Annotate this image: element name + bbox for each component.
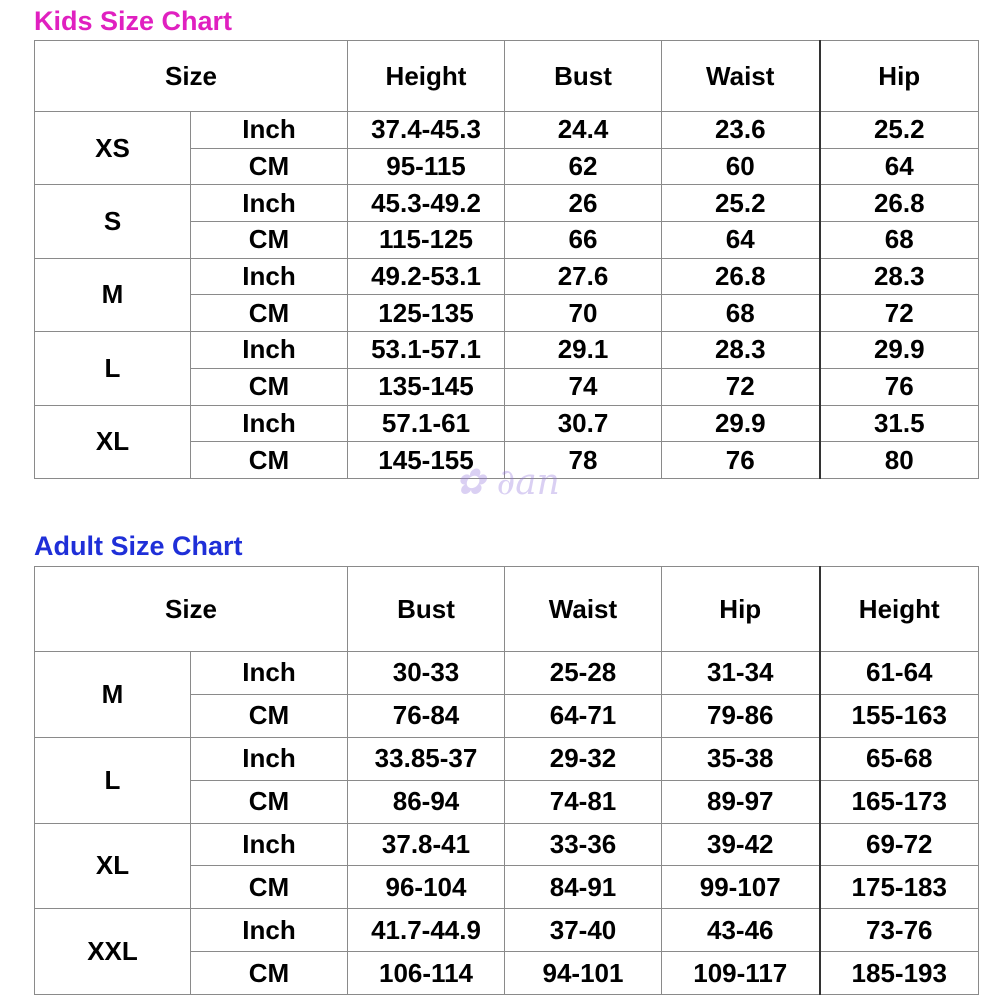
size-label: L [35, 332, 191, 405]
table-cell: 89-97 [662, 780, 820, 823]
table-row [35, 909, 979, 952]
table-cell: 94-101 [505, 952, 662, 995]
header-bust: Bust [348, 567, 505, 652]
size-label: M [35, 652, 191, 738]
unit-label: Inch [191, 909, 348, 952]
header-waist: Waist [505, 567, 662, 652]
adult-chart-title: Adult Size Chart [34, 531, 243, 561]
table-cell: 84-91 [505, 866, 662, 909]
table-row [35, 185, 979, 222]
header-height: Height [348, 41, 505, 112]
table-header-row [35, 41, 979, 112]
table-cell: 95-115 [348, 148, 505, 185]
table-cell: 115-125 [348, 222, 505, 259]
table-cell: 25.2 [820, 112, 979, 149]
table-cell: 26.8 [662, 258, 820, 295]
table-cell: 125-135 [348, 295, 505, 332]
table-cell: 29-32 [505, 737, 662, 780]
size-label: XL [35, 823, 191, 909]
table-cell: 175-183 [820, 866, 979, 909]
watermark-logo: ✿ ∂an [455, 462, 560, 503]
header-bust: Bust [505, 41, 662, 112]
table-cell: 27.6 [505, 258, 662, 295]
unit-label: CM [191, 866, 348, 909]
table-cell: 33-36 [505, 823, 662, 866]
table-cell: 68 [662, 295, 820, 332]
table-cell: 43-46 [662, 909, 820, 952]
unit-label: CM [191, 780, 348, 823]
table-row [35, 258, 979, 295]
table-cell: 37.4-45.3 [348, 112, 505, 149]
table-cell: 76 [820, 368, 979, 405]
table-cell: 99-107 [662, 866, 820, 909]
table-cell: 28.3 [662, 332, 820, 369]
unit-label: Inch [191, 112, 348, 149]
unit-label: CM [191, 442, 348, 479]
unit-label: CM [191, 222, 348, 259]
table-cell: 185-193 [820, 952, 979, 995]
table-cell: 86-94 [348, 780, 505, 823]
unit-label: Inch [191, 332, 348, 369]
table-cell: 109-117 [662, 952, 820, 995]
table-cell: 41.7-44.9 [348, 909, 505, 952]
table-row [35, 823, 979, 866]
table-row [35, 652, 979, 695]
unit-label: CM [191, 148, 348, 185]
table-cell: 26 [505, 185, 662, 222]
table-cell: 33.85-37 [348, 737, 505, 780]
table-cell: 64-71 [505, 694, 662, 737]
table-cell: 37.8-41 [348, 823, 505, 866]
header-height: Height [820, 567, 979, 652]
table-cell: 79-86 [662, 694, 820, 737]
table-cell: 65-68 [820, 737, 979, 780]
table-cell: 60 [662, 148, 820, 185]
unit-label: Inch [191, 652, 348, 695]
table-cell: 25-28 [505, 652, 662, 695]
table-cell: 31-34 [662, 652, 820, 695]
table-cell: 69-72 [820, 823, 979, 866]
unit-label: CM [191, 952, 348, 995]
table-cell: 31.5 [820, 405, 979, 442]
table-cell: 29.1 [505, 332, 662, 369]
header-size: Size [35, 41, 348, 112]
table-cell: 165-173 [820, 780, 979, 823]
table-cell: 80 [820, 442, 979, 479]
size-label: XS [35, 112, 191, 185]
size-label: XXL [35, 909, 191, 995]
table-cell: 66 [505, 222, 662, 259]
table-cell: 135-145 [348, 368, 505, 405]
table-cell: 53.1-57.1 [348, 332, 505, 369]
adult-size-table [34, 566, 979, 995]
table-cell: 64 [820, 148, 979, 185]
header-hip: Hip [820, 41, 979, 112]
unit-label: Inch [191, 405, 348, 442]
table-header-row [35, 567, 979, 652]
unit-label: Inch [191, 823, 348, 866]
kids-chart-title: Kids Size Chart [34, 6, 233, 36]
table-cell: 64 [662, 222, 820, 259]
table-cell: 28.3 [820, 258, 979, 295]
header-size: Size [35, 567, 348, 652]
table-cell: 155-163 [820, 694, 979, 737]
table-cell: 24.4 [505, 112, 662, 149]
table-cell: 76 [662, 442, 820, 479]
table-cell: 26.8 [820, 185, 979, 222]
table-row [35, 737, 979, 780]
size-label: XL [35, 405, 191, 478]
unit-label: CM [191, 694, 348, 737]
table-cell: 45.3-49.2 [348, 185, 505, 222]
table-cell: 145-155 [348, 442, 505, 479]
table-cell: 68 [820, 222, 979, 259]
table-cell: 72 [820, 295, 979, 332]
table-cell: 37-40 [505, 909, 662, 952]
table-cell: 96-104 [348, 866, 505, 909]
table-cell: 70 [505, 295, 662, 332]
table-row [35, 405, 979, 442]
table-cell: 29.9 [662, 405, 820, 442]
table-cell: 25.2 [662, 185, 820, 222]
header-hip: Hip [662, 567, 820, 652]
table-cell: 30.7 [505, 405, 662, 442]
unit-label: Inch [191, 185, 348, 222]
table-cell: 49.2-53.1 [348, 258, 505, 295]
table-cell: 23.6 [662, 112, 820, 149]
table-cell: 30-33 [348, 652, 505, 695]
size-label: L [35, 737, 191, 823]
table-cell: 62 [505, 148, 662, 185]
unit-label: CM [191, 368, 348, 405]
unit-label: Inch [191, 737, 348, 780]
table-row [35, 112, 979, 149]
table-cell: 29.9 [820, 332, 979, 369]
table-cell: 76-84 [348, 694, 505, 737]
size-label: M [35, 258, 191, 331]
table-cell: 72 [662, 368, 820, 405]
table-cell: 73-76 [820, 909, 979, 952]
table-cell: 57.1-61 [348, 405, 505, 442]
table-cell: 39-42 [662, 823, 820, 866]
table-cell: 74-81 [505, 780, 662, 823]
table-row [35, 332, 979, 369]
table-cell: 78 [505, 442, 662, 479]
table-cell: 106-114 [348, 952, 505, 995]
table-cell: 74 [505, 368, 662, 405]
unit-label: CM [191, 295, 348, 332]
unit-label: Inch [191, 258, 348, 295]
header-waist: Waist [662, 41, 820, 112]
table-cell: 35-38 [662, 737, 820, 780]
kids-size-table [34, 40, 979, 479]
size-label: S [35, 185, 191, 258]
table-cell: 61-64 [820, 652, 979, 695]
